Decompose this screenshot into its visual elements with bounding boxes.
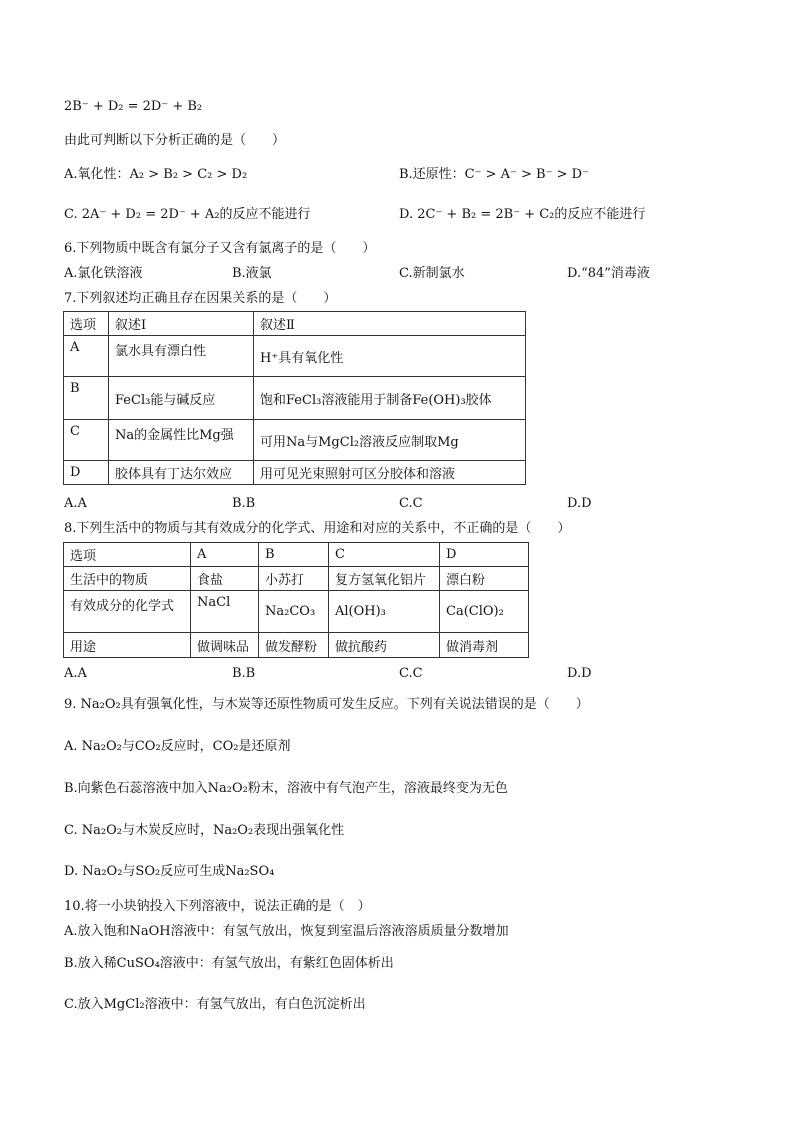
q8-cell: 做发酵粉	[259, 633, 329, 658]
table-row	[64, 567, 529, 591]
q8-option-b: B.B	[232, 666, 256, 681]
q10-stem: 10.将一小块钠投入下列溶液中，说法正确的是（ ）	[64, 899, 371, 914]
q8-option-d: D.D	[567, 666, 592, 681]
q8-cell: 小苏打	[259, 567, 329, 591]
q10-option-a: A.放入饱和NaOH溶液中：有氢气放出，恢复到室温后溶液溶质质量分数增加	[64, 924, 509, 939]
q7-cell: C	[64, 420, 109, 461]
q7-cell: A	[64, 336, 109, 377]
q7-cell: 用可见光束照射可区分胶体和溶液	[254, 461, 526, 485]
q8-cell: 复方氢氧化铝片	[329, 567, 440, 591]
q7-cell: 可用Na与MgCl₂溶液反应制取Mg	[254, 420, 526, 461]
q7-cell: H⁺具有氧化性	[254, 336, 526, 377]
q8-option-c: C.C	[399, 666, 423, 681]
q7-cell: D	[64, 461, 109, 485]
q8-header-cell: B	[259, 543, 329, 567]
q6-option-b: B.液氯	[232, 266, 272, 281]
table-row	[64, 377, 526, 420]
q8-table	[63, 542, 529, 658]
q7-header-cell: 选项	[64, 312, 109, 336]
q7-header-cell: 叙述Ⅱ	[254, 312, 526, 336]
option-c: C. 2A⁻ + D₂ = 2D⁻ + A₂的反应不能进行	[64, 207, 311, 222]
option-d: D. 2C⁻ + B₂ = 2B⁻ + C₂的反应不能进行	[399, 207, 646, 222]
q8-stem: 8.下列生活中的物质与其有效成分的化学式、用途和对应的关系中，不正确的是（ ）	[64, 521, 571, 536]
q8-cell: 漂白粉	[440, 567, 529, 591]
option-b: B.还原性：C⁻ > A⁻ > B⁻ > D⁻	[399, 167, 589, 182]
q7-cell: B	[64, 377, 109, 420]
q8-cell: 生活中的物质	[64, 567, 191, 591]
q7-table	[63, 311, 526, 485]
q8-cell: Na₂CO₃	[259, 591, 329, 633]
q8-cell: 做抗酸药	[329, 633, 440, 658]
table-row	[64, 461, 526, 485]
q7-cell: Na的金属性比Mg强	[109, 420, 254, 461]
q8-cell: 有效成分的化学式	[64, 591, 191, 633]
table-row	[64, 591, 529, 633]
equation-line: 2B⁻ + D₂ = 2D⁻ + B₂	[64, 99, 203, 114]
q7-header-row	[64, 312, 526, 336]
q7-stem: 7.下列叙述均正确且存在因果关系的是（ ）	[64, 291, 337, 306]
q8-header-cell: 选项	[64, 543, 191, 567]
question-stem: 由此可判断以下分析正确的是（ ）	[64, 133, 286, 148]
q8-cell: 用途	[64, 633, 191, 658]
q6-option-a: A.氯化铁溶液	[64, 266, 143, 281]
q8-header-cell: D	[440, 543, 529, 567]
q8-cell: Ca(ClO)₂	[440, 591, 529, 633]
q7-option-b: B.B	[232, 496, 256, 511]
q7-cell: 氯水具有漂白性	[109, 336, 254, 377]
q6-option-c: C.新制氯水	[399, 266, 465, 281]
q8-cell: 做调味品	[191, 633, 259, 658]
q8-cell: Al(OH)₃	[329, 591, 440, 633]
q8-cell: 做消毒剂	[440, 633, 529, 658]
q8-cell: 食盐	[191, 567, 259, 591]
q8-option-a: A.A	[64, 666, 87, 681]
table-row	[64, 633, 529, 658]
q7-header-cell: 叙述Ⅰ	[109, 312, 254, 336]
q8-cell: NaCl	[191, 591, 259, 633]
q7-cell: FeCl₃能与碱反应	[109, 377, 254, 420]
q9-option-d: D. Na₂O₂与SO₂反应可生成Na₂SO₄	[64, 864, 275, 879]
q7-cell: 胶体具有丁达尔效应	[109, 461, 254, 485]
q9-option-c: C. Na₂O₂与木炭反应时，Na₂O₂表现出强氧化性	[64, 823, 345, 838]
option-a: A.氧化性：A₂ > B₂ > C₂ > D₂	[64, 167, 248, 182]
q6-stem: 6.下列物质中既含有氯分子又含有氯离子的是（ ）	[64, 241, 376, 256]
q10-option-c: C.放入MgCl₂溶液中：有氢气放出，有白色沉淀析出	[64, 997, 366, 1012]
q8-header-row	[64, 543, 529, 567]
q7-option-a: A.A	[64, 496, 87, 511]
q9-stem: 9. Na₂O₂具有强氧化性，与木炭等还原性物质可发生反应。下列有关说法错误的是（ ）	[64, 697, 589, 712]
table-row	[64, 336, 526, 377]
q9-option-b: B.向紫色石蕊溶液中加入Na₂O₂粉末，溶液中有气泡产生，溶液最终变为无色	[64, 781, 508, 796]
q8-header-cell: A	[191, 543, 259, 567]
table-row	[64, 420, 526, 461]
q7-cell: 饱和FeCl₃溶液能用于制备Fe(OH)₃胶体	[254, 377, 526, 420]
q9-option-a: A. Na₂O₂与CO₂反应时，CO₂是还原剂	[64, 739, 291, 754]
q6-option-d: D.“84”消毒液	[567, 266, 650, 281]
q7-option-c: C.C	[399, 496, 423, 511]
q7-option-d: D.D	[567, 496, 592, 511]
q10-option-b: B.放入稀CuSO₄溶液中：有氢气放出，有紫红色固体析出	[64, 956, 394, 971]
q8-header-cell: C	[329, 543, 440, 567]
